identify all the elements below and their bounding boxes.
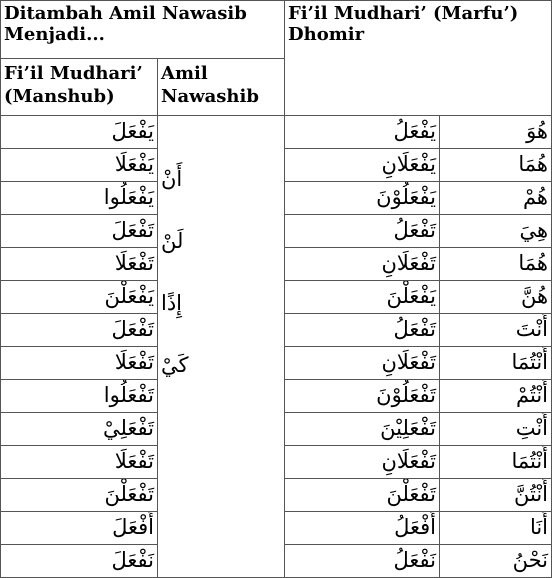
dhomir-cell: هُمَا <box>440 248 552 281</box>
marfu-cell: يَفْعَلُ <box>285 116 440 149</box>
dhomir-cell: أَنْتُنَّ <box>440 479 552 512</box>
manshub-cell: تَفْعَلْنَ <box>1 479 158 512</box>
amil-word: أَنْ <box>161 167 183 191</box>
marfu-cell: تَفْعَلِيْنَ <box>285 413 440 446</box>
manshub-cell: تَفْعَلَا <box>1 248 158 281</box>
amil-word: كَيْ <box>161 353 189 377</box>
dhomir-cell: أَنْتُمْ <box>440 380 552 413</box>
marfu-cell: تَفْعَلَانِ <box>285 446 440 479</box>
manshub-cell: تَفْعَلِيْ <box>1 413 158 446</box>
marfu-cell: تَفْعَلْنَ <box>285 479 440 512</box>
manshub-cell: تَفْعَلَا <box>1 446 158 479</box>
header-ditambah: Ditambah Amil Nawasib Menjadi... <box>1 1 285 59</box>
header-amil: Amil Nawashib <box>158 59 285 116</box>
marfu-cell: يَفْعَلَانِ <box>285 149 440 182</box>
dhomir-cell: هُمَا <box>440 149 552 182</box>
manshub-cell: تَفْعَلَا <box>1 347 158 380</box>
dhomir-cell: أَنْتَ <box>440 314 552 347</box>
dhomir-cell: أَنَا <box>440 512 552 545</box>
table-row <box>1 116 552 149</box>
manshub-cell: يَفْعَلَا <box>1 149 158 182</box>
marfu-cell: يَفْعَلْنَ <box>285 281 440 314</box>
marfu-cell: تَفْعَلَانِ <box>285 248 440 281</box>
marfu-cell: تَفْعَلُوْنَ <box>285 380 440 413</box>
marfu-cell: تَفْعَلُ <box>285 215 440 248</box>
dhomir-cell: أَنْتُمَا <box>440 446 552 479</box>
marfu-cell: يَفْعَلُوْنَ <box>285 182 440 215</box>
dhomir-cell: أَنْتِ <box>440 413 552 446</box>
amil-word: لَنْ <box>161 229 184 253</box>
manshub-cell: يَفْعَلُوا <box>1 182 158 215</box>
dhomir-cell: هُمْ <box>440 182 552 215</box>
marfu-cell: تَفْعَلُ <box>285 314 440 347</box>
dhomir-cell: هِيَ <box>440 215 552 248</box>
dhomir-cell: أَنْتُمَا <box>440 347 552 380</box>
dhomir-cell: نَحْنُ <box>440 545 552 578</box>
marfu-cell: نَفْعَلُ <box>285 545 440 578</box>
manshub-cell: نَفْعَلَ <box>1 545 158 578</box>
manshub-cell: يَفْعَلَ <box>1 116 158 149</box>
dhomir-cell: هُوَ <box>440 116 552 149</box>
dhomir-cell: هُنَّ <box>440 281 552 314</box>
manshub-cell: تَفْعَلَ <box>1 215 158 248</box>
marfu-cell: تَفْعَلَانِ <box>285 347 440 380</box>
amil-word: إِذًا <box>161 291 183 315</box>
manshub-cell: يَفْعَلْنَ <box>1 281 158 314</box>
manshub-cell: تَفْعَلُوا <box>1 380 158 413</box>
amil-nawashib-cell <box>158 116 285 578</box>
header-marfu: Fi’il Mudhari’ (Marfu’) Dhomir <box>285 1 552 116</box>
manshub-cell: أَفْعَلَ <box>1 512 158 545</box>
marfu-cell: أَفْعَلُ <box>285 512 440 545</box>
manshub-cell: تَفْعَلَ <box>1 314 158 347</box>
header-manshub: Fi’il Mudhari’ (Manshub) <box>1 59 158 116</box>
